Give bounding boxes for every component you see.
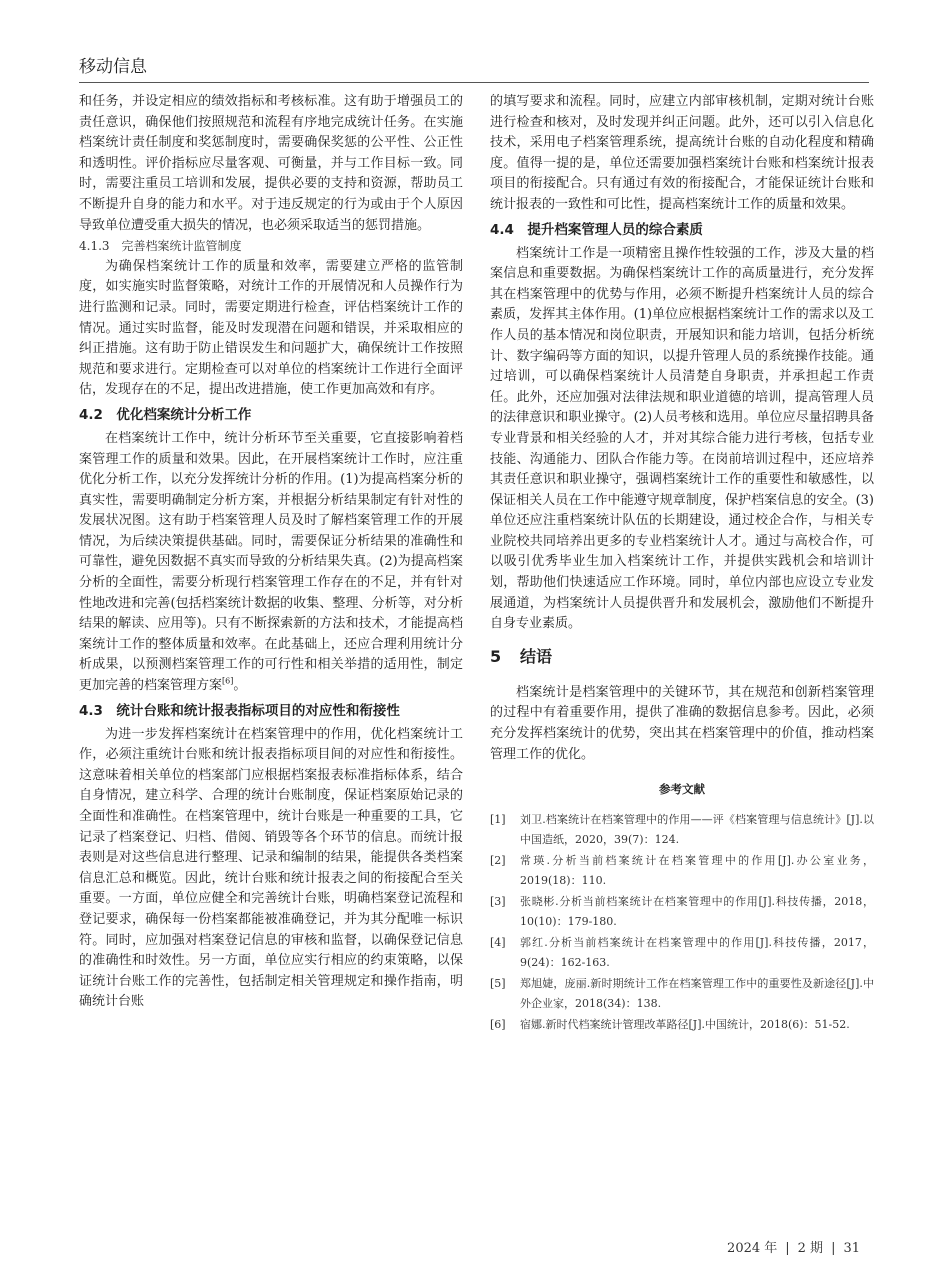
section-heading-4-4: 4.4 提升档案管理人员的综合素质 [490, 221, 703, 238]
section-number: 4.1.3 [79, 239, 110, 254]
section-heading-4-2: 4.2 优化档案统计分析工作 [79, 406, 252, 423]
page-number: 31 [843, 1241, 860, 1256]
reference-item [490, 851, 874, 891]
reference-item [490, 810, 874, 850]
paragraph-end: 。 [233, 678, 247, 694]
reference-text: 郑旭婕，庞丽.新时期统计工作在档案管理工作中的重要性及新途径[J].中外企业家，2018(34)：138. [520, 976, 874, 1010]
reference-number: [1] [490, 812, 506, 826]
header-divider [79, 82, 869, 83]
reference-number: [2] [490, 853, 506, 867]
paragraph: 为进一步发挥档案统计在档案管理中的作用，优化档案统计工作，必须注重统计台账和统计报表指标项目间的对应性和衔接性。这意味着相关单位的档案部门应根据档案报表标准指标体系，结合自身情况，建立科学、合理的统计台账制度，保证档案原始记录的全面性和准确性。在档案管理中，统计台账是一种重要的工具，它记录了档案登记、归档、借阅、销毁等各个环节的信息。而统计报表则是对这些信息进行整理、记录和编制的结果，能提供各类档案信息汇总和概览。因此，统计台账和统计报表之间的衔接配合至关重要。一方面，单位应健全和完善统计台账，明确档案登记流程和登记要求，确保每一份档案都能被准确登记，并为其分配唯一标识符。同时，应加强对档案登记信息的审核和监督，以确保登记信息的准确性和时效性。另一方面，单位应实行相应的约束策略，以保证统计台账工作的完善性，包括制定相关管理规定和操作指南，明确统计台账 [79, 726, 463, 1010]
journal-name: 移动信息 [79, 57, 147, 77]
reference-text: 宿娜.新时代档案统计管理改革路径[J].中国统计，2018(6)：51-52. [520, 1017, 850, 1031]
paragraph: 为确保档案统计工作的质量和效率，需要建立严格的监管制度，如实施实时监督策略，对统计工作的开展情况和人员操作行为进行监测和记录。同时，需要定期进行检查，评估档案统计工作的情况。通过实时监督，能及时发现潜在问题和错误，并采取相应的纠正措施。这有助于防止错误发生和问题扩大，确保统计工作按照规范和要求进行。定期检查可以对单位的档案统计工作进行全面评估，发现存在的不足，提出改进措施，使工作更加高效和有序。 [79, 258, 463, 398]
reference-text: 常瑛.分析当前档案统计在档案管理中的作用[J].办公室业务，2019(18)：110. [520, 853, 874, 887]
section-title: 结语 [520, 646, 553, 666]
paragraph: 档案统计是档案管理中的关键环节，其在规范和创新档案管理的过程中有着重要作用，提供了准确的数据信息参考。因此，必须充分发挥档案统计的优势，突出其在档案管理中的价值，推动档案管理工作的优化。 [490, 684, 874, 762]
reference-item [490, 974, 874, 1014]
section-heading-4-1-3 [79, 236, 463, 257]
reference-item [490, 933, 874, 973]
reference-text: 郭红.分析当前档案统计在档案管理中的作用[J].科技传播，2017，9(24)：162-163. [520, 935, 874, 969]
paragraph: 的填写要求和流程。同时，应建立内部审核机制，定期对统计台账进行检查和核对，及时发现并纠正问题。此外，还可以引入信息化技术，采用电子档案管理系统，提高统计台账的自动化程度和精确度。值得一提的是，单位还需要加强档案统计台账和档案统计报表项目的衔接配合。只有通过有效的衔接配合，才能保证统计台账和统计报表的一致性和可比性，提高档案统计工作的质量和效果。 [490, 94, 874, 212]
paragraph: 和任务，并设定相应的绩效指标和考核标准。这有助于增强员工的责任意识，确保他们按照规范和流程有序地完成统计任务。在实施档案统计责任制度和奖惩制度时，需要确保奖惩的公平性、公正性和透明性。评价指标应尽量客观、可衡量，并与工作目标一致。同时，需要注重员工培训和发展，提供必要的支持和资源，帮助员工不断提升自身的能力和水平。对于违反规定的行为或由于个人原因导致单位遭受重大损失的情况，也必须采取适当的惩罚措施。 [79, 94, 463, 233]
section-heading-5 [490, 645, 874, 669]
reference-item [490, 1015, 874, 1035]
citation: [6] [222, 676, 234, 686]
footer-issue: 2 期 [797, 1241, 824, 1256]
footer-separator: | [785, 1241, 790, 1256]
left-column [79, 92, 463, 1013]
reference-text: 张晓彬.分析当前档案统计在档案管理中的作用[J].科技传播，2018，10(10)：179-180. [520, 894, 874, 928]
paragraph [79, 429, 463, 697]
footer-separator: | [831, 1241, 836, 1256]
page-footer [723, 1237, 864, 1256]
reference-number: [4] [490, 935, 506, 949]
reference-text: 刘卫.档案统计在档案管理中的作用——评《档案管理与信息统计》[J].以中国造纸，2020，39(7)：124. [520, 812, 874, 846]
section-heading-4-3: 4.3 统计台账和统计报表指标项目的对应性和衔接性 [79, 702, 400, 719]
reference-list [490, 810, 874, 1035]
right-column [490, 92, 874, 1036]
reference-item [490, 892, 874, 932]
footer-year: 2024 年 [727, 1241, 778, 1256]
reference-number: [5] [490, 976, 506, 990]
references-title: 参考文献 [659, 782, 705, 797]
paragraph-text: 在档案统计工作中，统计分析环节至关重要，它直接影响着档案管理工作的质量和效果。因此，在开展档案统计工作时，应注重优化分析工作，以充分发挥统计分析的作用。(1)为提高档案分析的真实性，需要明确制定分析方案，并根据分析结果制定有针对性的发展状况图。这有助于档案管理人员及时了解档案管理工作的开展情况，为后续决策提供基础。同时，需要保证分析结果的准确性和可靠性，避免因数据不真实而导致的分析结果失真。(2)为提高档案分析的全面性，需要分析现行档案管理工作存在的不足，并有针对性地改进和完善(包括档案统计数据的收集、整理、分析等，对分析结果的解读、应用等)。只有不断探索新的方法和技术，才能提高档案统计工作的整体质量和效率。在此基础上，还应合理利用统计分析成果，以预测档案管理工作的可行性和相关举措的适用性，制定更加完善的档案管理方案 [79, 430, 463, 694]
section-number: 5 [490, 646, 502, 666]
reference-number: [6] [490, 1017, 506, 1031]
paragraph: 档案统计工作是一项精密且操作性较强的工作，涉及大量的档案信息和重要数据。为确保档案统计工作的高质量进行，充分发挥其在档案管理中的优势与作用，必须不断提升档案统计人员的综合素质，发挥其主体作用。(1)单位应根据档案统计工作的需求以及工作人员的基本情况和岗位职责，开展知识和能力培训，包括分析统计、数字编码等方面的知识，以提升管理人员的系统操作技能。通过培训，可以确保档案统计人员清楚自身职责，并承担起工作责任。此外，还应加强对法律法规和职业道德的培训，提高管理人员的法律意识和职业操守。(2)人员考核和选用。单位应尽量招聘具备专业背景和相关经验的人才，并对其综合能力进行考核，包括专业技能、沟通能力、团队合作能力等。在岗前培训过程中，还应培养其责任意识和职业操守，强调档案统计工作的重要性和敏感性，以保证相关人员在工作中能遵守规章制度，保护档案信息的安全。(3)单位还应注重档案统计队伍的长期建设，通过校企合作，与相关专业院校共同培养出更多的专业档案统计人才。通过与高校合作，可以吸引优秀毕业生加入档案统计工作，并提供实践机会和培训计划，帮助他们快速适应工作环境。同时，单位内部也应设立专业发展通道，为档案统计人员提供晋升和发展机会，激励他们不断提升自身专业素质。 [490, 245, 874, 632]
reference-number: [3] [490, 894, 506, 908]
section-title: 完善档案统计监管制度 [121, 239, 242, 254]
